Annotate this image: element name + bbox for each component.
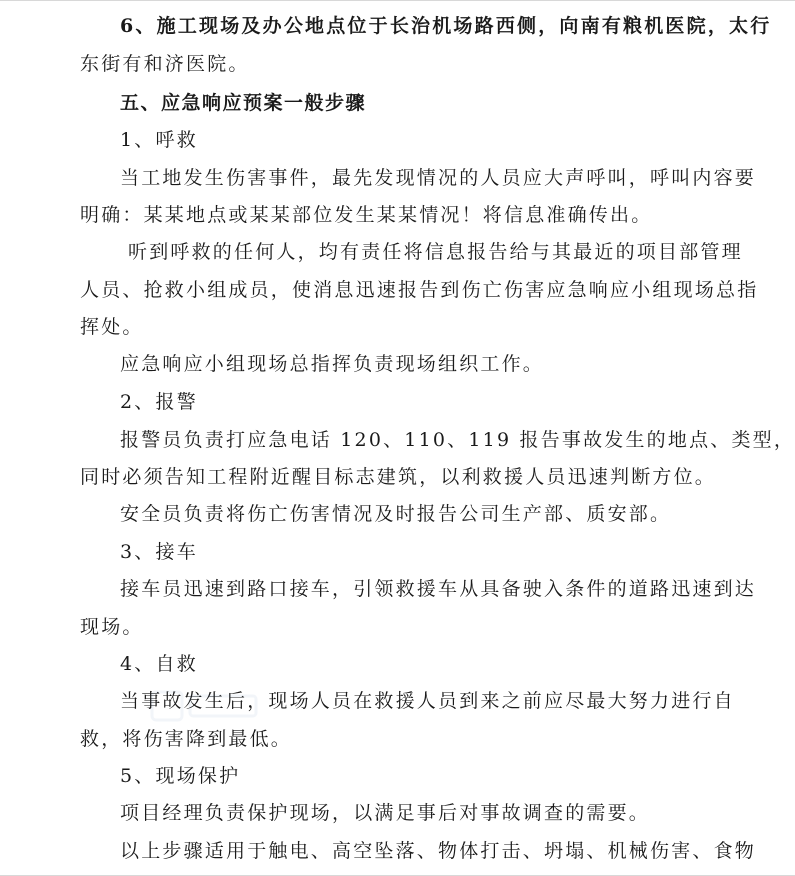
paragraph-alarm-line-1: 报警员负责打应急电话 120、110、119 报告事故发生的地点、类型， xyxy=(120,429,795,451)
step-title-call-for-help: 1、呼救 xyxy=(120,129,198,151)
paragraph-scene-protection: 项目经理负责保护现场，以满足事后对事故调查的需要。 xyxy=(120,802,651,824)
page-top-edge xyxy=(0,0,795,1)
paragraph-self-rescue-line-2: 救，将伤害降到最低。 xyxy=(80,728,293,750)
paragraph-call-line-1: 当工地发生伤害事件，最先发现情况的人员应大声呼叫，呼叫内容要 xyxy=(120,167,757,189)
step-title-alarm: 2、报警 xyxy=(120,391,198,413)
paragraph-report-line-2: 人员、抢救小组成员，使消息迅速报告到伤亡伤害应急响应小组现场总指 xyxy=(80,279,759,301)
paragraph-call-line-2: 明确：某某地点或某某部位发生某某情况！将信息准确传出。 xyxy=(80,204,653,226)
paragraph-commander: 应急响应小组现场总指挥负责现场组织工作。 xyxy=(120,353,545,375)
paragraph-self-rescue-line-1: 当事故发生后，现场人员在救援人员到来之前应尽最大努力进行自 xyxy=(120,690,735,712)
paragraph-report-line-1: 听到呼救的任何人，均有责任将信息报告给与其最近的项目部管理 xyxy=(128,241,743,263)
paragraph-alarm-line-2: 同时必须告知工程附近醒目标志建筑，以利救援人员迅速判断方位。 xyxy=(80,466,717,488)
paragraph-applicability: 以上步骤适用于触电、高空坠落、物体打击、坍塌、机械伤害、食物 xyxy=(120,840,757,862)
paragraph-location-line-2: 东街有和济医院。 xyxy=(80,53,250,75)
paragraph-pickup-line-1: 接车员迅速到路口接车，引领救援车从具备驶入条件的道路迅速到达 xyxy=(120,578,757,600)
paragraph-pickup-line-2: 现场。 xyxy=(80,616,144,638)
faint-watermark-graphic xyxy=(150,686,260,726)
section-heading: 五、应急响应预案一般步骤 xyxy=(120,92,367,114)
step-title-pickup: 3、接车 xyxy=(120,541,198,563)
paragraph-report-line-3: 挥处。 xyxy=(80,316,144,338)
paragraph-location-line-1: 6、施工现场及办公地点位于长治机场路西侧，向南有粮机医院，太行 xyxy=(120,15,772,37)
paragraph-safety-officer: 安全员负责将伤亡伤害情况及时报告公司生产部、质安部。 xyxy=(120,503,672,525)
step-title-self-rescue: 4、自救 xyxy=(120,653,198,675)
step-title-scene-protection: 5、现场保护 xyxy=(120,765,241,787)
